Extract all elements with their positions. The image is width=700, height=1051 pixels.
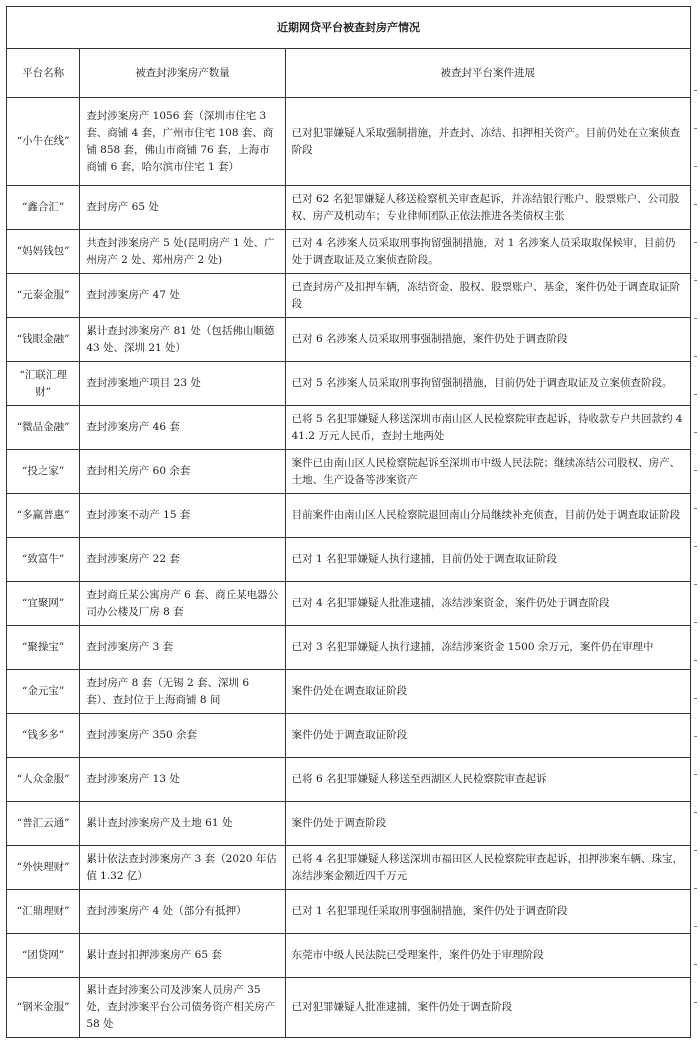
edge-tick xyxy=(694,660,697,661)
seized-assets-cell: 查封涉案不动产 15 套 xyxy=(80,494,285,538)
edge-tick xyxy=(694,964,697,965)
seized-assets-cell: 查封商丘某公寓房产 6 套、商丘某电器公司办公楼及厂房 8 套 xyxy=(80,582,285,626)
table-row xyxy=(7,494,691,538)
table-row xyxy=(7,934,691,978)
platform-name-cell: “微品金融” xyxy=(7,406,80,450)
platform-name-cell: “多赢普惠” xyxy=(7,494,80,538)
edge-tick xyxy=(694,166,697,167)
case-progress-cell: 已对 6 名涉案人员采取刑事强制措施，案件仍处于调查阶段 xyxy=(285,318,690,362)
edge-tick xyxy=(694,318,697,319)
table-row xyxy=(7,758,691,802)
edge-tick xyxy=(694,90,697,91)
edge-tick xyxy=(694,774,697,775)
case-progress-cell: 已对 1 名犯罪嫌疑人执行逮捕，目前仍处于调查取证阶段 xyxy=(285,538,690,582)
edge-tick xyxy=(694,470,697,471)
header-platform-name: 平台名称 xyxy=(7,49,80,98)
table-row xyxy=(7,978,691,1038)
table-row xyxy=(7,362,691,406)
seized-assets-cell: 查封涉案房产 22 套 xyxy=(80,538,285,582)
edge-tick xyxy=(694,736,697,737)
seized-assets-cell: 查封房产 8 套（无锡 2 套、深圳 6 套）、查封位于上海商铺 8 间 xyxy=(80,670,285,714)
platform-name-cell: “人众金服” xyxy=(7,758,80,802)
seized-assets-cell: 累计依法查封涉案房产 3 套（2020 年估值 1.32 亿） xyxy=(80,846,285,890)
platform-name-cell: “钱眼金融” xyxy=(7,318,80,362)
edge-tick xyxy=(694,698,697,699)
table-row xyxy=(7,186,691,230)
table-row xyxy=(7,846,691,890)
header-case-progress: 被查封平台案件进展 xyxy=(285,49,690,98)
platform-name-cell: “汇鼎理财” xyxy=(7,890,80,934)
edge-tick xyxy=(694,546,697,547)
seized-assets-cell: 累计查封涉案公司及涉案人员房产 35 处，查封涉案平台公司债务资产相关房产 58 处 xyxy=(80,978,285,1038)
platform-name-cell: “金元宝” xyxy=(7,670,80,714)
edge-tick xyxy=(694,394,697,395)
edge-tick xyxy=(694,204,697,205)
table-row xyxy=(7,714,691,758)
case-progress-cell: 已对 1 名犯罪现任采取刑事强制措施，案件仍处于调查阶段 xyxy=(285,890,690,934)
edge-tick xyxy=(694,812,697,813)
seized-assets-cell: 查封涉案房产 4 处（部分有抵押） xyxy=(80,890,285,934)
platform-name-cell: “小牛在线” xyxy=(7,98,80,186)
edge-tick xyxy=(694,926,697,927)
edge-tick xyxy=(694,622,697,623)
table-row xyxy=(7,406,691,450)
table-title: 近期网贷平台被查封房产情况 xyxy=(7,7,691,49)
platform-name-cell: “致富牛” xyxy=(7,538,80,582)
case-progress-cell: 已对 62 名犯罪嫌疑人移送检察机关审查起诉，并冻结银行账户、股票账户、公司股权、房产及机动车；专业律师团队正依法推进各类债权主张 xyxy=(285,186,690,230)
table-row xyxy=(7,538,691,582)
case-progress-cell: 案件仍处于调查取证阶段 xyxy=(285,714,690,758)
platform-name-cell: “汇联汇理财” xyxy=(7,362,80,406)
case-progress-cell: 已将 5 名犯罪嫌疑人移送深圳市南山区人民检察院审查起诉，待收款专户共回款约 441.2 万元人民币，查封土地两处 xyxy=(285,406,690,450)
case-progress-cell: 已查封房产及扣押车辆，冻结资金、股权、股票账户、基金，案件仍处于调查取证阶段 xyxy=(285,274,690,318)
platform-name-cell: “外快理财” xyxy=(7,846,80,890)
table-row xyxy=(7,230,691,274)
table-row xyxy=(7,318,691,362)
seized-assets-cell: 查封涉案房产 1056 套（深圳市住宅 3 套、商铺 4 套，广州市住宅 108 套、商铺 858 套，佛山市商铺 76 套，上海市商铺 6 套，哈尔滨市住宅 1 套） xyxy=(80,98,285,186)
seized-assets-cell: 查封涉案房产 3 套 xyxy=(80,626,285,670)
edge-tick xyxy=(694,128,697,129)
case-progress-cell: 已对犯罪嫌疑人采取强制措施，并查封、冻结、扣押相关资产。目前仍处在立案侦查阶段 xyxy=(285,98,690,186)
edge-tick xyxy=(694,1002,697,1003)
seized-assets-cell: 查封房产 65 处 xyxy=(80,186,285,230)
platform-name-cell: “宜聚网” xyxy=(7,582,80,626)
platform-name-cell: “元泰金服” xyxy=(7,274,80,318)
platform-name-cell: “团贷网” xyxy=(7,934,80,978)
seized-assets-cell: 查封涉案地产项目 23 处 xyxy=(80,362,285,406)
case-progress-cell: 目前案件由南山区人民检察院退回南山分局继续补充侦查，目前仍处于调查取证阶段 xyxy=(285,494,690,538)
seized-assets-cell: 查封涉案房产 350 余套 xyxy=(80,714,285,758)
case-progress-cell: 案件已由南山区人民检察院起诉至深圳市中级人民法院；继续冻结公司股权、房产、土地、生产设备等涉案资产 xyxy=(285,450,690,494)
seized-assets-cell: 查封涉案房产 46 套 xyxy=(80,406,285,450)
seized-assets-cell: 累计查封涉案房产 81 处（包括佛山顺德 43 处、深圳 21 处） xyxy=(80,318,285,362)
case-progress-cell: 已对 4 名涉案人员采取刑事拘留强制措施，对 1 名涉案人员采取取保候审，目前仍处于调查取证及立案侦查阶段。 xyxy=(285,230,690,274)
platform-name-cell: “投之家” xyxy=(7,450,80,494)
seized-assets-cell: 累计查封扣押涉案房产 65 套 xyxy=(80,934,285,978)
header-seized-assets: 被查封涉案房产数量 xyxy=(80,49,285,98)
seized-assets-cell: 累计查封涉案房产及土地 61 处 xyxy=(80,802,285,846)
case-progress-cell: 案件仍处于调查阶段 xyxy=(285,802,690,846)
platform-name-cell: “钱多多” xyxy=(7,714,80,758)
platform-name-cell: “妈妈钱包” xyxy=(7,230,80,274)
case-progress-cell: 已将 6 名犯罪嫌疑人移送至西湖区人民检察院审查起诉 xyxy=(285,758,690,802)
edge-tick xyxy=(694,850,697,851)
table-row xyxy=(7,450,691,494)
title-row xyxy=(7,7,691,49)
platform-name-cell: “钢米金服” xyxy=(7,978,80,1038)
table-row xyxy=(7,890,691,934)
header-row xyxy=(7,49,691,98)
edge-tick xyxy=(694,584,697,585)
table-row xyxy=(7,582,691,626)
case-progress-cell: 已对 3 名犯罪嫌疑人执行逮捕，冻结涉案资金 1500 余万元，案件仍在审理中 xyxy=(285,626,690,670)
seized-assets-cell: 查封相关房产 60 余套 xyxy=(80,450,285,494)
case-progress-cell: 已对犯罪嫌疑人批准逮捕，案件仍处于调查阶段 xyxy=(285,978,690,1038)
table-row xyxy=(7,98,691,186)
case-progress-cell: 案件仍处在调查取证阶段 xyxy=(285,670,690,714)
table-row xyxy=(7,802,691,846)
case-progress-cell: 东莞市中级人民法院已受理案件，案件仍处于审理阶段 xyxy=(285,934,690,978)
edge-tick xyxy=(694,508,697,509)
edge-tick xyxy=(694,242,697,243)
seized-property-table xyxy=(6,6,691,1038)
platform-name-cell: “普汇云通” xyxy=(7,802,80,846)
page-edge-marks xyxy=(694,90,698,1050)
platform-name-cell: “聚操宝” xyxy=(7,626,80,670)
table-row xyxy=(7,626,691,670)
case-progress-cell: 已将 4 名犯罪嫌疑人移送深圳市福田区人民检察院审查起诉，扣押涉案车辆、珠宝，冻结涉案金额近四千万元 xyxy=(285,846,690,890)
seized-assets-cell: 共查封涉案房产 5 处(昆明房产 1 处、广州房产 2 处、郑州房产 2 处) xyxy=(80,230,285,274)
edge-tick xyxy=(694,356,697,357)
edge-tick xyxy=(694,432,697,433)
platform-name-cell: “鑫合汇” xyxy=(7,186,80,230)
table-row xyxy=(7,670,691,714)
case-progress-cell: 已对 4 名犯罪嫌疑人批准逮捕，冻结涉案资金，案件仍处于调查阶段 xyxy=(285,582,690,626)
table-row xyxy=(7,274,691,318)
seized-assets-cell: 查封涉案房产 47 处 xyxy=(80,274,285,318)
seized-assets-cell: 查封涉案房产 13 处 xyxy=(80,758,285,802)
edge-tick xyxy=(694,888,697,889)
edge-tick xyxy=(694,280,697,281)
case-progress-cell: 已对 5 名涉案人员采取刑事拘留强制措施，目前仍处于调查取证及立案侦查阶段。 xyxy=(285,362,690,406)
